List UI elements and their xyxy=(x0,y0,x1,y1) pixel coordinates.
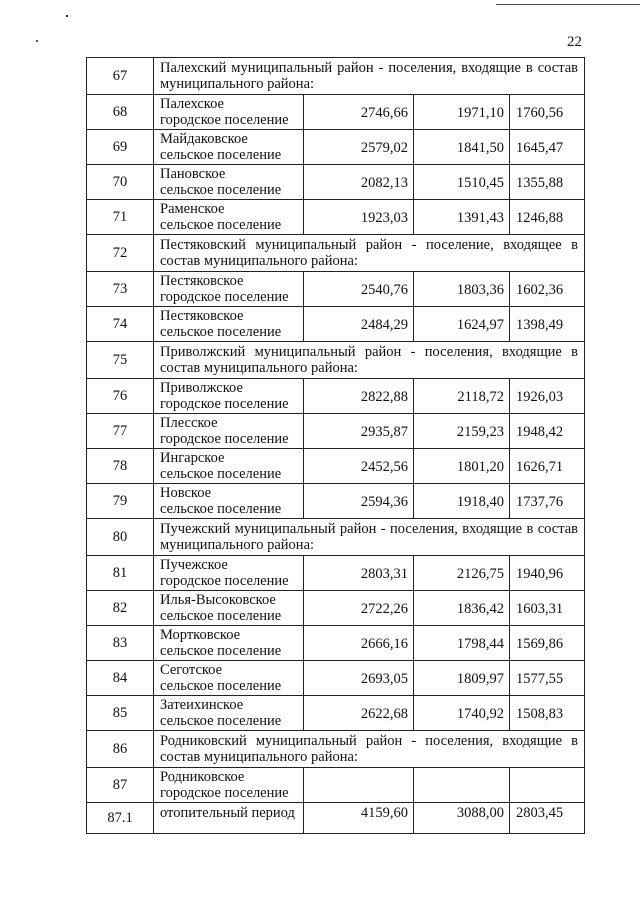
settlement-name-line2: сельское поселение xyxy=(160,501,282,517)
row-number: 87 xyxy=(87,768,154,803)
value-col2: 1918,40 xyxy=(414,484,510,519)
district-header-row xyxy=(87,235,585,272)
district-header-text: Пучежский муниципальный район - поселения, входящие в состав муниципального района: xyxy=(154,519,585,556)
settlement-name-line1: Майдаковское xyxy=(160,131,248,147)
settlement-name-line2: сельское поселение xyxy=(160,324,282,340)
table-row xyxy=(87,484,585,519)
row-number: 73 xyxy=(87,272,154,307)
row-number: 79 xyxy=(87,484,154,519)
value-col2: 2118,72 xyxy=(414,379,510,414)
value-col3: 1398,49 xyxy=(510,307,585,342)
value-col3: 1737,76 xyxy=(510,484,585,519)
value-col2: 2126,75 xyxy=(414,556,510,591)
settlement-name xyxy=(154,307,304,342)
settlement-name-line1: Раменское xyxy=(160,201,225,217)
value-col2: 1809,97 xyxy=(414,661,510,696)
table-row xyxy=(87,307,585,342)
value-col1: 2484,29 xyxy=(304,307,414,342)
settlement-name-line2: сельское поселение xyxy=(160,678,282,694)
settlement-name xyxy=(154,626,304,661)
value-col3: 1246,88 xyxy=(510,200,585,235)
value-col3 xyxy=(510,768,585,803)
value-col3: 1577,55 xyxy=(510,661,585,696)
table-row xyxy=(87,200,585,235)
settlement-name-line1: Пестяковское xyxy=(160,308,244,324)
value-col3: 1602,36 xyxy=(510,272,585,307)
value-col2: 1841,50 xyxy=(414,130,510,165)
row-number: 76 xyxy=(87,379,154,414)
value-col2: 1510,45 xyxy=(414,165,510,200)
settlement-name-line1: Пановское xyxy=(160,166,226,182)
settlement-name-line1: Сеготское xyxy=(160,662,223,678)
table-row xyxy=(87,626,585,661)
settlement-name xyxy=(154,165,304,200)
table-row xyxy=(87,556,585,591)
settlement-name xyxy=(154,449,304,484)
settlement-name xyxy=(154,95,304,130)
settlement-name-line1: Приволжское xyxy=(160,380,243,396)
table-row xyxy=(87,591,585,626)
value-col1: 2594,36 xyxy=(304,484,414,519)
settlement-name xyxy=(154,130,304,165)
settlement-name-line2: сельское поселение xyxy=(160,643,282,659)
settlement-name xyxy=(154,414,304,449)
row-number: 86 xyxy=(87,731,154,768)
page-number: 22 xyxy=(567,34,582,50)
settlement-name-line2: городское поселение xyxy=(160,396,289,412)
value-col1: 4159,60 xyxy=(304,803,414,834)
settlement-name-line1: Пучежское xyxy=(160,557,228,573)
value-col2: 1624,97 xyxy=(414,307,510,342)
table-row xyxy=(87,803,585,834)
row-number: 68 xyxy=(87,95,154,130)
table-row xyxy=(87,449,585,484)
scan-speck xyxy=(36,40,38,42)
tariff-table xyxy=(86,57,585,834)
row-number: 67 xyxy=(87,58,154,95)
row-number: 81 xyxy=(87,556,154,591)
settlement-name-line2: сельское поселение xyxy=(160,608,282,624)
settlement-name xyxy=(154,200,304,235)
value-col2: 1801,20 xyxy=(414,449,510,484)
row-number: 78 xyxy=(87,449,154,484)
value-col1: 2452,56 xyxy=(304,449,414,484)
row-number: 75 xyxy=(87,342,154,379)
value-col2: 1798,44 xyxy=(414,626,510,661)
settlement-name-line1: Илья-Высоковское xyxy=(160,592,276,608)
table-row xyxy=(87,379,585,414)
row-number: 71 xyxy=(87,200,154,235)
value-col1: 2540,76 xyxy=(304,272,414,307)
settlement-name-line2: городское поселение xyxy=(160,289,289,305)
table-row xyxy=(87,768,585,803)
value-col1: 2693,05 xyxy=(304,661,414,696)
settlement-name xyxy=(154,556,304,591)
settlement-name xyxy=(154,803,304,834)
value-col2: 1803,36 xyxy=(414,272,510,307)
district-header-text: Пестяковский муниципальный район - поселение, входящее в состав муниципального района: xyxy=(154,235,585,272)
value-col1: 2822,88 xyxy=(304,379,414,414)
value-col1: 2082,13 xyxy=(304,165,414,200)
settlement-name xyxy=(154,591,304,626)
settlement-name-line2: сельское поселение xyxy=(160,147,282,163)
table-row xyxy=(87,130,585,165)
settlement-name-line2: сельское поселение xyxy=(160,466,282,482)
scan-speck xyxy=(66,15,68,17)
value-col1 xyxy=(304,768,414,803)
settlement-name-line1: Плесское xyxy=(160,415,218,431)
row-number: 83 xyxy=(87,626,154,661)
value-col3: 1603,31 xyxy=(510,591,585,626)
settlement-name xyxy=(154,661,304,696)
settlement-name-line2: сельское поселение xyxy=(160,182,282,198)
row-number: 70 xyxy=(87,165,154,200)
value-col1: 2622,68 xyxy=(304,696,414,731)
settlement-name-line2: городское поселение xyxy=(160,785,289,801)
settlement-name-line1: Родниковское xyxy=(160,769,245,785)
settlement-name-line1: Палехское xyxy=(160,96,224,112)
value-col1: 2722,26 xyxy=(304,591,414,626)
table-row xyxy=(87,95,585,130)
value-col1: 2579,02 xyxy=(304,130,414,165)
row-number: 74 xyxy=(87,307,154,342)
value-col1: 2935,87 xyxy=(304,414,414,449)
value-col3: 1926,03 xyxy=(510,379,585,414)
value-col2: 1391,43 xyxy=(414,200,510,235)
district-header-text: Приволжский муниципальный район - поселения, входящие в состав муниципального района: xyxy=(154,342,585,379)
district-header-row xyxy=(87,58,585,95)
value-col3: 1508,83 xyxy=(510,696,585,731)
value-col2 xyxy=(414,768,510,803)
value-col2: 1740,92 xyxy=(414,696,510,731)
row-number: 80 xyxy=(87,519,154,556)
value-col3: 2803,45 xyxy=(510,803,585,834)
settlement-name-line2: городское поселение xyxy=(160,573,289,589)
district-header-text: Палехский муниципальный район - поселения, входящие в состав муниципального района: xyxy=(154,58,585,95)
district-header-row xyxy=(87,731,585,768)
district-header-row xyxy=(87,519,585,556)
row-number: 82 xyxy=(87,591,154,626)
settlement-name xyxy=(154,379,304,414)
value-col1: 2666,16 xyxy=(304,626,414,661)
value-col3: 1948,42 xyxy=(510,414,585,449)
value-col3: 1355,88 xyxy=(510,165,585,200)
row-number: 84 xyxy=(87,661,154,696)
settlement-name-line1: Мортковское xyxy=(160,627,241,643)
settlement-name-line1: Новское xyxy=(160,485,212,501)
value-col1: 2746,66 xyxy=(304,95,414,130)
settlement-name-line2: сельское поселение xyxy=(160,713,282,729)
table-row xyxy=(87,661,585,696)
value-col2: 2159,23 xyxy=(414,414,510,449)
settlement-name-line1: Пестяковское xyxy=(160,273,244,289)
settlement-name xyxy=(154,768,304,803)
settlement-name-line2: сельское поселение xyxy=(160,217,282,233)
value-col3: 1645,47 xyxy=(510,130,585,165)
settlement-name-line1: Затеихинское xyxy=(160,697,244,713)
value-col3: 1760,56 xyxy=(510,95,585,130)
settlement-name-line2: городское поселение xyxy=(160,431,289,447)
value-col2: 3088,00 xyxy=(414,803,510,834)
value-col1: 1923,03 xyxy=(304,200,414,235)
row-number: 87.1 xyxy=(87,803,154,834)
table-row xyxy=(87,165,585,200)
district-header-text: Родниковский муниципальный район - поселения, входящие в состав муниципального района: xyxy=(154,731,585,768)
value-col3: 1569,86 xyxy=(510,626,585,661)
settlement-name-line1: отопительный период xyxy=(160,805,295,821)
settlement-name xyxy=(154,272,304,307)
value-col3: 1940,96 xyxy=(510,556,585,591)
settlement-name xyxy=(154,484,304,519)
value-col2: 1836,42 xyxy=(414,591,510,626)
value-col3: 1626,71 xyxy=(510,449,585,484)
value-col2: 1971,10 xyxy=(414,95,510,130)
table-row xyxy=(87,414,585,449)
top-edge-rule xyxy=(496,4,640,5)
settlement-name-line2: городское поселение xyxy=(160,112,289,128)
row-number: 72 xyxy=(87,235,154,272)
value-col1: 2803,31 xyxy=(304,556,414,591)
table-row xyxy=(87,272,585,307)
row-number: 77 xyxy=(87,414,154,449)
row-number: 85 xyxy=(87,696,154,731)
district-header-row xyxy=(87,342,585,379)
row-number: 69 xyxy=(87,130,154,165)
table-row xyxy=(87,696,585,731)
settlement-name-line1: Ингарское xyxy=(160,450,225,466)
settlement-name xyxy=(154,696,304,731)
